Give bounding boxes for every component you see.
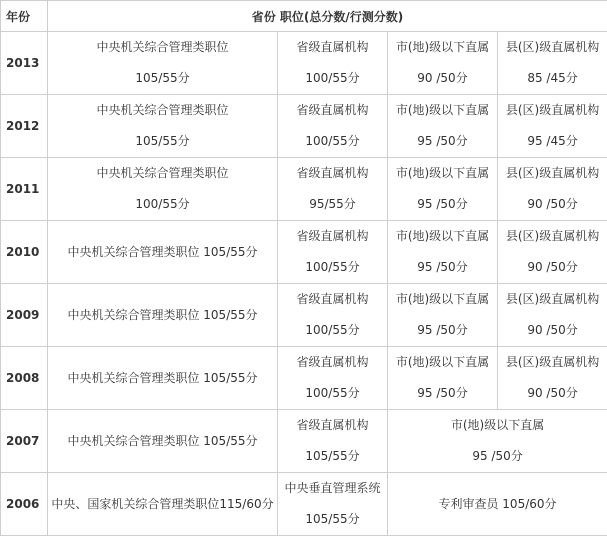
province-cell: 省级直属机构 100/55分: [278, 32, 388, 95]
table-row-2013: [1, 32, 607, 95]
county-cell: 县(区)级直属机构 90 /50分: [498, 221, 607, 284]
central-cell: 中央机关综合管理类职位 100/55分: [48, 158, 278, 221]
year-cell: 2007: [1, 410, 48, 473]
province-cell: 省级直属机构 100/55分: [278, 347, 388, 410]
city-county-cell: 市(地)级以下直属 95 /50分: [388, 410, 607, 473]
city-cell: 市(地)级以下直属 90 /50分: [388, 32, 498, 95]
year-cell: 2010: [1, 221, 48, 284]
central-cell: 中央机关综合管理类职位 105/55分: [48, 347, 278, 410]
city-cell: 市(地)级以下直属 95 /50分: [388, 284, 498, 347]
county-cell: 县(区)级直属机构 95 /45分: [498, 95, 607, 158]
year-cell: 2012: [1, 95, 48, 158]
table-row-2008: [1, 347, 607, 410]
year-cell: 2006: [1, 473, 48, 536]
province-cell: 省级直属机构 100/55分: [278, 284, 388, 347]
table-title-header: 省份 职位(总分数/行测分数): [48, 1, 607, 32]
header-row: [1, 1, 607, 32]
table-row-2012: [1, 95, 607, 158]
county-cell: 县(区)级直属机构 90 /50分: [498, 158, 607, 221]
year-column-header: 年份: [1, 1, 48, 32]
city-county-cell: 专利审查员 105/60分: [388, 473, 607, 536]
city-cell: 市(地)级以下直属 95 /50分: [388, 347, 498, 410]
central-cell: 中央机关综合管理类职位 105/55分: [48, 284, 278, 347]
central-cell: 中央机关综合管理类职位 105/55分: [48, 410, 278, 473]
county-cell: 县(区)级直属机构 90 /50分: [498, 347, 607, 410]
year-cell: 2011: [1, 158, 48, 221]
province-cell: 省级直属机构 105/55分: [278, 410, 388, 473]
central-cell: 中央机关综合管理类职位 105/55分: [48, 221, 278, 284]
table-row-2007: [1, 410, 607, 473]
city-cell: 市(地)级以下直属 95 /50分: [388, 221, 498, 284]
year-cell: 2008: [1, 347, 48, 410]
table-row-2006: [1, 473, 607, 536]
city-cell: 市(地)级以下直属 95 /50分: [388, 158, 498, 221]
province-cell: 省级直属机构 95/55分: [278, 158, 388, 221]
central-cell: 中央机关综合管理类职位 105/55分: [48, 32, 278, 95]
province-cell: 省级直属机构 100/55分: [278, 221, 388, 284]
county-cell: 县(区)级直属机构 85 /45分: [498, 32, 607, 95]
table-row-2011: [1, 158, 607, 221]
province-cell: 中央垂直管理系统 105/55分: [278, 473, 388, 536]
province-cell: 省级直属机构 100/55分: [278, 95, 388, 158]
central-cell: 中央机关综合管理类职位 105/55分: [48, 95, 278, 158]
table-row-2009: [1, 284, 607, 347]
table-row-2010: [1, 221, 607, 284]
city-cell: 市(地)级以下直属 95 /50分: [388, 95, 498, 158]
year-cell: 2009: [1, 284, 48, 347]
central-cell: 中央、国家机关综合管理类职位115/60分: [48, 473, 278, 536]
county-cell: 县(区)级直属机构 90 /50分: [498, 284, 607, 347]
year-cell: 2013: [1, 32, 48, 95]
